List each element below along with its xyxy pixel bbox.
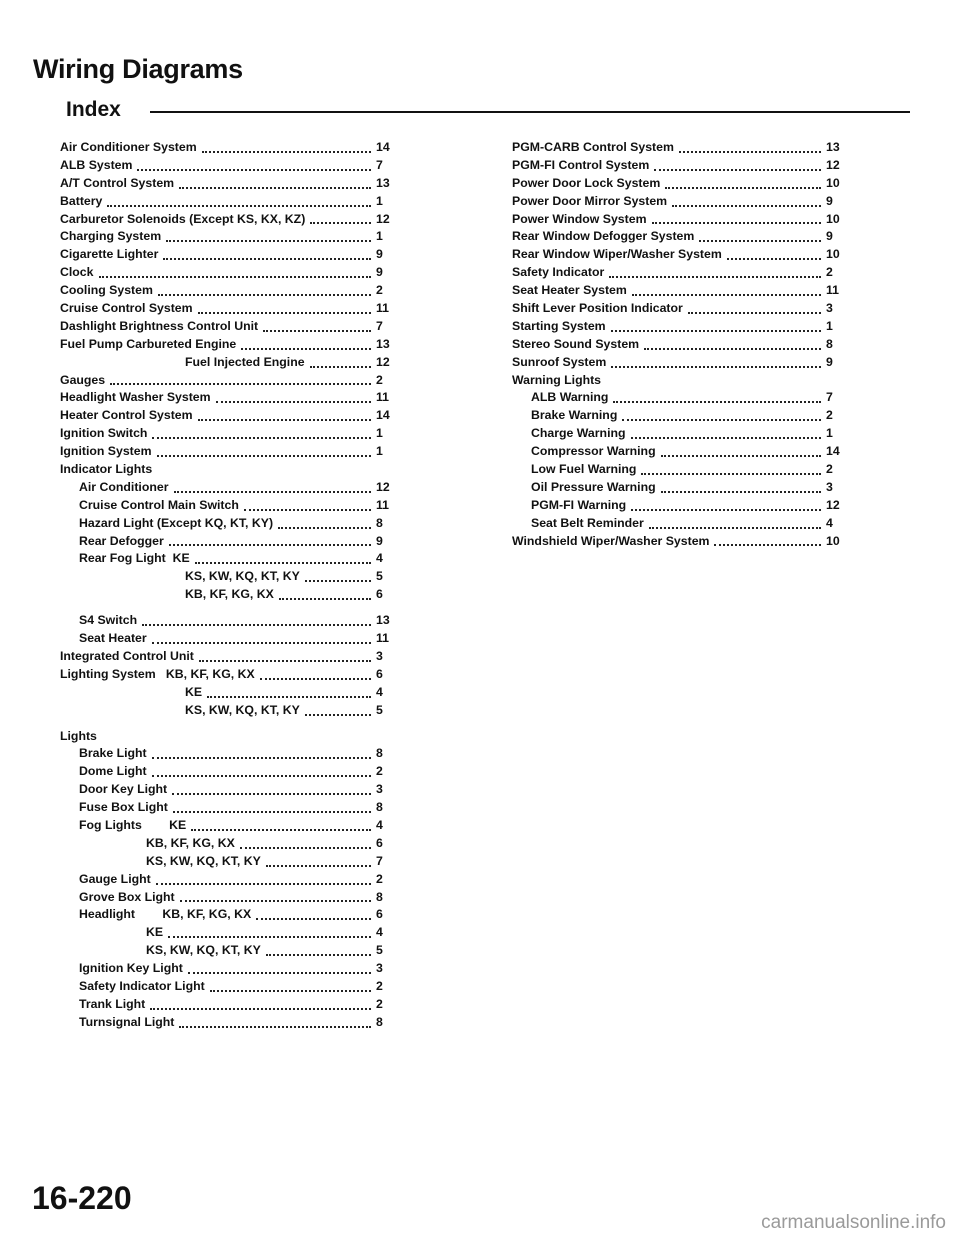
index-entry-page: 4: [376, 817, 383, 832]
index-entry-label: Air Conditioner System: [60, 139, 197, 154]
dot-leader: [688, 308, 821, 314]
index-entry: [60, 550, 400, 568]
index-entry-label: PGM-FI Control System: [512, 157, 650, 172]
index-entry: [60, 960, 400, 978]
index-entry: [512, 211, 850, 229]
index-entry-page: 11: [376, 301, 389, 315]
dot-leader: [679, 147, 821, 153]
dot-leader: [665, 183, 821, 189]
dot-leader: [172, 789, 371, 795]
index-entry-label: PGM-FI Warning: [531, 497, 627, 512]
index-entry: [60, 139, 400, 157]
index-entry: [512, 228, 850, 246]
index-entry-label: Gauge Light: [79, 871, 151, 886]
index-entry-label: Headlight Washer System: [60, 390, 211, 405]
dot-leader: [278, 523, 371, 529]
index-entry: [512, 193, 850, 211]
index-entry-label: KB, KF, KG, KX: [146, 835, 235, 850]
index-entry: [60, 157, 400, 175]
index-entry-page: 4: [376, 684, 383, 699]
dot-leader: [611, 326, 821, 332]
dot-leader: [99, 272, 372, 278]
index-entry: [60, 479, 400, 497]
index-entry: [60, 389, 400, 407]
index-entry-label: Low Fuel Warning: [531, 462, 637, 477]
dot-leader: [152, 771, 371, 777]
index-entry: [512, 354, 850, 372]
index-entry: [60, 702, 400, 720]
index-entry: [512, 461, 850, 479]
index-entry-page: 8: [376, 800, 383, 815]
index-entry: [60, 515, 400, 533]
dot-leader: [173, 807, 371, 813]
index-entry: [60, 871, 400, 889]
index-entry-page: 11: [376, 497, 389, 512]
dot-leader: [305, 576, 371, 582]
index-entry-page: 3: [826, 479, 833, 494]
index-entry-label: Trank Light: [79, 996, 146, 1011]
index-entry: [512, 479, 850, 497]
index-entry: [512, 407, 850, 425]
index-entry-label: Lighting System KB, KF, KG, KX: [60, 666, 255, 681]
index-entry: [60, 763, 400, 781]
index-entry: [60, 318, 400, 336]
index-entry-label: Stereo Sound System: [512, 336, 640, 351]
dot-leader: [152, 433, 371, 439]
dot-leader: [168, 932, 371, 938]
index-entry-page: 11: [826, 283, 839, 298]
index-entry-page: 1: [376, 229, 383, 244]
dot-leader: [188, 968, 371, 974]
dot-leader: [622, 415, 821, 421]
index-entry: [512, 246, 850, 264]
index-entry-page: 3: [376, 782, 383, 797]
dot-leader: [649, 523, 821, 529]
index-entry: [512, 443, 850, 461]
index-entry: [60, 906, 400, 924]
dot-leader: [631, 505, 821, 511]
dot-leader: [631, 433, 821, 439]
index-entry-page: 3: [376, 648, 383, 663]
dot-leader: [644, 344, 821, 350]
index-entry-label: Fog Lights KE: [79, 817, 187, 832]
index-heading: Index: [66, 98, 121, 121]
index-entry-label: Rear Window Wiper/Washer System: [512, 247, 722, 262]
index-entry-label: Cruise Control System: [60, 301, 193, 315]
spacer: [60, 604, 400, 612]
index-entry-page: 10: [826, 533, 840, 548]
index-entry-label: Hazard Light (Except KQ, KT, KY): [79, 515, 274, 530]
index-group-heading: Warning Lights: [512, 372, 602, 387]
index-entry-label: Headlight KB, KF, KG, KX: [79, 907, 252, 922]
index-entry-page: 6: [376, 587, 383, 602]
dot-leader: [241, 344, 371, 350]
index-entry: [512, 175, 850, 193]
index-entry-page: 9: [826, 193, 833, 208]
index-entry: [512, 533, 850, 551]
index-entry: [60, 586, 400, 604]
index-entry-page: 12: [826, 157, 840, 172]
index-column-right: [512, 139, 850, 550]
index-entry-page: 10: [826, 175, 840, 190]
dot-leader: [166, 236, 371, 242]
index-entry-page: 14: [376, 139, 390, 154]
index-group-heading: Indicator Lights: [60, 462, 153, 477]
index-entry: [512, 389, 850, 407]
index-entry-label: S4 Switch: [79, 613, 138, 628]
index-entry-page: 5: [376, 943, 383, 958]
index-entry-page: 12: [826, 497, 840, 512]
index-entry: [60, 630, 400, 648]
index-entry-label: Rear Window Defogger System: [512, 229, 695, 244]
dot-leader: [137, 165, 371, 171]
dot-leader: [210, 986, 371, 992]
index-entry-label: Charging System: [60, 229, 162, 244]
index-entry-page: 2: [826, 408, 833, 423]
index-entry: [60, 533, 400, 551]
index-entry-page: 5: [376, 702, 383, 717]
dot-leader: [110, 379, 371, 385]
index-entry: [512, 425, 850, 443]
index-entry-label: Compressor Warning: [531, 444, 656, 459]
index-entry-page: 14: [376, 408, 390, 423]
dot-leader: [195, 558, 371, 564]
index-entry-page: 6: [376, 835, 383, 850]
index-entry-label: PGM-CARB Control System: [512, 139, 674, 154]
index-entry: [60, 300, 400, 318]
index-entry-page: 1: [376, 426, 383, 441]
index-entry-label: Ignition System: [60, 444, 152, 459]
index-entry-label: Fuse Box Light: [79, 800, 168, 815]
index-entry: [60, 996, 400, 1014]
dot-leader: [661, 451, 821, 457]
index-entry: [60, 817, 400, 835]
index-entry-label: Sunroof System: [512, 354, 607, 369]
index-entry: [60, 924, 400, 942]
index-entry: [60, 978, 400, 996]
dot-leader: [158, 290, 371, 296]
index-entry-page: 4: [376, 551, 383, 566]
index-entry: [60, 889, 400, 907]
index-entry-label: Power Door Mirror System: [512, 193, 668, 208]
index-entry-page: 8: [826, 336, 833, 351]
index-entry-page: 2: [376, 978, 383, 993]
index-entry-page: 2: [376, 372, 383, 387]
index-entry: [60, 211, 400, 229]
index-entry-page: 9: [826, 229, 833, 244]
dot-leader: [163, 254, 371, 260]
index-entry-label: Fuel Pump Carbureted Engine: [60, 336, 237, 351]
index-entry-label: KS, KW, KQ, KT, KY: [146, 853, 261, 868]
index-group-heading: Lights: [60, 728, 97, 743]
dot-leader: [661, 487, 821, 493]
index-entry: [60, 781, 400, 799]
index-entry-label: Seat Belt Reminder: [531, 515, 644, 530]
dot-leader: [216, 397, 371, 403]
dot-leader: [310, 218, 371, 224]
dot-leader: [305, 710, 371, 716]
index-entry-page: 13: [376, 336, 390, 351]
index-entry-page: 4: [826, 515, 833, 530]
dot-leader: [157, 451, 371, 457]
index-entry: [60, 1014, 400, 1032]
index-entry-page: 2: [376, 283, 383, 298]
index-entry-label: Safety Indicator Light: [79, 978, 205, 993]
dot-leader: [198, 415, 371, 421]
index-entry: [60, 853, 400, 871]
index-entry-page: 11: [376, 631, 389, 646]
dot-leader: [279, 594, 371, 600]
index-entry: [60, 666, 400, 684]
dot-leader: [256, 914, 371, 920]
index-entry-page: 13: [376, 613, 390, 628]
index-entry-page: 9: [826, 354, 833, 369]
index-entry-label: Dome Light: [79, 764, 147, 779]
index-entry-label: Shift Lever Position Indicator: [512, 301, 683, 315]
index-entry: [60, 684, 400, 702]
index-entry: [512, 139, 850, 157]
page-title: Wiring Diagrams: [33, 54, 243, 84]
index-entry-page: 12: [376, 479, 390, 494]
index-entry-label: Ignition Key Light: [79, 961, 183, 976]
index-entry-page: 9: [376, 265, 383, 280]
dot-leader: [180, 896, 371, 902]
index-entry: [60, 612, 400, 630]
index-entry-page: 3: [376, 961, 383, 976]
index-entry-page: 13: [376, 175, 390, 190]
index-column-left: [60, 139, 400, 1032]
index-entry: [60, 372, 400, 390]
index-entry: [60, 568, 400, 586]
index-entry-label: Safety Indicator: [512, 265, 605, 280]
dot-leader: [613, 397, 821, 403]
index-entry-label: KE: [146, 925, 164, 940]
index-entry: [60, 246, 400, 264]
index-entry-label: A/T Control System: [60, 175, 175, 190]
index-entry-page: 10: [826, 211, 840, 226]
index-entry: [60, 835, 400, 853]
dot-leader: [263, 326, 371, 332]
index-entry: [60, 443, 400, 461]
index-entry-label: Integrated Control Unit: [60, 648, 194, 663]
index-entry-label: Clock: [60, 265, 94, 280]
index-entry-label: Ignition Switch: [60, 426, 148, 441]
dot-leader: [240, 843, 371, 849]
dot-leader: [107, 201, 371, 207]
index-entry: [60, 264, 400, 282]
dot-leader: [202, 147, 371, 153]
dot-leader: [150, 1004, 371, 1010]
dot-leader: [152, 638, 371, 644]
index-entry-page: 3: [826, 301, 833, 315]
index-entry-page: 2: [826, 265, 833, 280]
dot-leader: [632, 290, 821, 296]
dot-leader: [654, 165, 821, 171]
index-entry-page: 1: [376, 444, 383, 459]
index-entry-page: 7: [376, 318, 383, 333]
index-entry-page: 2: [376, 996, 383, 1011]
index-entry-label: Charge Warning: [531, 426, 626, 441]
index-entry-page: 8: [376, 1014, 383, 1029]
index-entry-page: 2: [376, 764, 383, 779]
index-entry: [512, 515, 850, 533]
dot-leader: [191, 825, 371, 831]
watermark: carmanualsonline.info: [761, 1212, 946, 1233]
index-entry-label: KE: [185, 684, 203, 699]
index-entry: [60, 799, 400, 817]
dot-leader: [244, 505, 371, 511]
index-entry-label: KS, KW, KQ, KT, KY: [146, 943, 261, 958]
index-entry-label: Oil Pressure Warning: [531, 479, 656, 494]
dot-leader: [609, 272, 821, 278]
index-entry-label: Cruise Control Main Switch: [79, 497, 239, 512]
index-entry-label: Cigarette Lighter: [60, 247, 159, 262]
index-entry-label: Turnsignal Light: [79, 1014, 175, 1029]
index-entry-label: Door Key Light: [79, 782, 168, 797]
index-entry-label: KB, KF, KG, KX: [185, 587, 274, 602]
index-entry: [60, 745, 400, 763]
index-entry: [60, 228, 400, 246]
index-entry-page: 1: [826, 318, 833, 333]
dot-leader: [198, 308, 371, 314]
index-entry-page: 13: [826, 139, 840, 154]
index-entry-page: 7: [376, 853, 383, 868]
index-entry-label: Windshield Wiper/Washer System: [512, 533, 710, 548]
index-entry-label: Gauges: [60, 372, 106, 387]
index-entry: [60, 336, 400, 354]
index-entry-label: Heater Control System: [60, 408, 193, 423]
dot-leader: [152, 753, 371, 759]
index-entry-label: Rear Defogger: [79, 533, 164, 548]
dot-leader: [142, 620, 371, 626]
header-rule: [150, 111, 910, 113]
index-entry: [60, 497, 400, 515]
index-entry: [512, 264, 850, 282]
index-entry-label: Brake Warning: [531, 408, 618, 423]
index-entry-page: 7: [376, 157, 383, 172]
dot-leader: [652, 218, 822, 224]
index-entry-page: 9: [376, 533, 383, 548]
index-entry-page: 10: [826, 247, 840, 262]
index-entry: [60, 425, 400, 443]
index-entry-label: Dashlight Brightness Control Unit: [60, 318, 259, 333]
index-entry-label: Seat Heater: [79, 631, 147, 646]
index-entry-page: 6: [376, 907, 383, 922]
index-entry-page: 6: [376, 666, 383, 681]
index-entry-page: 5: [376, 569, 383, 584]
page-number: 16-220: [32, 1180, 132, 1216]
index-entry: [512, 497, 850, 515]
index-entry: [512, 300, 850, 318]
index-entry-page: 2: [826, 462, 833, 477]
dot-leader: [266, 950, 371, 956]
dot-leader: [310, 362, 371, 368]
index-entry: [512, 336, 850, 354]
index-entry: [60, 354, 400, 372]
index-entry-page: 11: [376, 390, 389, 405]
dot-leader: [169, 540, 371, 546]
index-entry-page: 12: [376, 211, 390, 226]
index-entry-label: KS, KW, KQ, KT, KY: [185, 569, 300, 584]
index-entry-page: 7: [826, 390, 833, 405]
index-entry: [512, 318, 850, 336]
dot-leader: [714, 540, 821, 546]
index-entry: [60, 175, 400, 193]
dot-leader: [260, 674, 371, 680]
index-entry-label: ALB System: [60, 157, 133, 172]
index-entry-page: 8: [376, 515, 383, 530]
index-entry-label: Cooling System: [60, 283, 153, 298]
dot-leader: [179, 183, 371, 189]
index-entry-page: 4: [376, 925, 383, 940]
index-entry-page: 14: [826, 444, 840, 459]
index-entry-page: 9: [376, 247, 383, 262]
index-entry-page: 1: [376, 193, 383, 208]
index-entry-label: Power Door Lock System: [512, 175, 661, 190]
index-entry-label: KS, KW, KQ, KT, KY: [185, 702, 300, 717]
spacer: [60, 720, 400, 728]
index-entry-label: Starting System: [512, 318, 606, 333]
index-entry-label: ALB Warning: [531, 390, 609, 405]
index-entry-page: 1: [826, 426, 833, 441]
index-entry-label: Air Conditioner: [79, 479, 169, 494]
index-entry-page: 8: [376, 889, 383, 904]
index-entry-page: 2: [376, 871, 383, 886]
index-entry-page: 8: [376, 746, 383, 761]
index-entry: [512, 157, 850, 175]
dot-leader: [266, 861, 371, 867]
index-entry-label: Rear Fog Light KE: [79, 551, 190, 566]
index-entry: [60, 648, 400, 666]
dot-leader: [611, 362, 821, 368]
dot-leader: [672, 201, 821, 207]
index-entry-label: Carburetor Solenoids (Except KS, KX, KZ): [60, 211, 306, 226]
index-entry-label: Grove Box Light: [79, 889, 175, 904]
dot-leader: [174, 487, 372, 493]
dot-leader: [179, 1022, 371, 1028]
dot-leader: [199, 656, 371, 662]
index-entry: [60, 282, 400, 300]
index-entry-label: Power Window System: [512, 211, 647, 226]
index-entry: [60, 942, 400, 960]
index-entry: [60, 193, 400, 211]
dot-leader: [156, 879, 371, 885]
index-entry-label: Seat Heater System: [512, 283, 627, 298]
dot-leader: [641, 469, 821, 475]
index-entry-label: Fuel Injected Engine: [185, 354, 305, 369]
index-entry: [60, 407, 400, 425]
index-entry-label: Brake Light: [79, 746, 147, 761]
dot-leader: [727, 254, 821, 260]
dot-leader: [699, 236, 821, 242]
index-entry-label: Battery: [60, 193, 103, 208]
index-entry: [512, 282, 850, 300]
index-entry-page: 12: [376, 354, 390, 369]
dot-leader: [207, 692, 371, 698]
